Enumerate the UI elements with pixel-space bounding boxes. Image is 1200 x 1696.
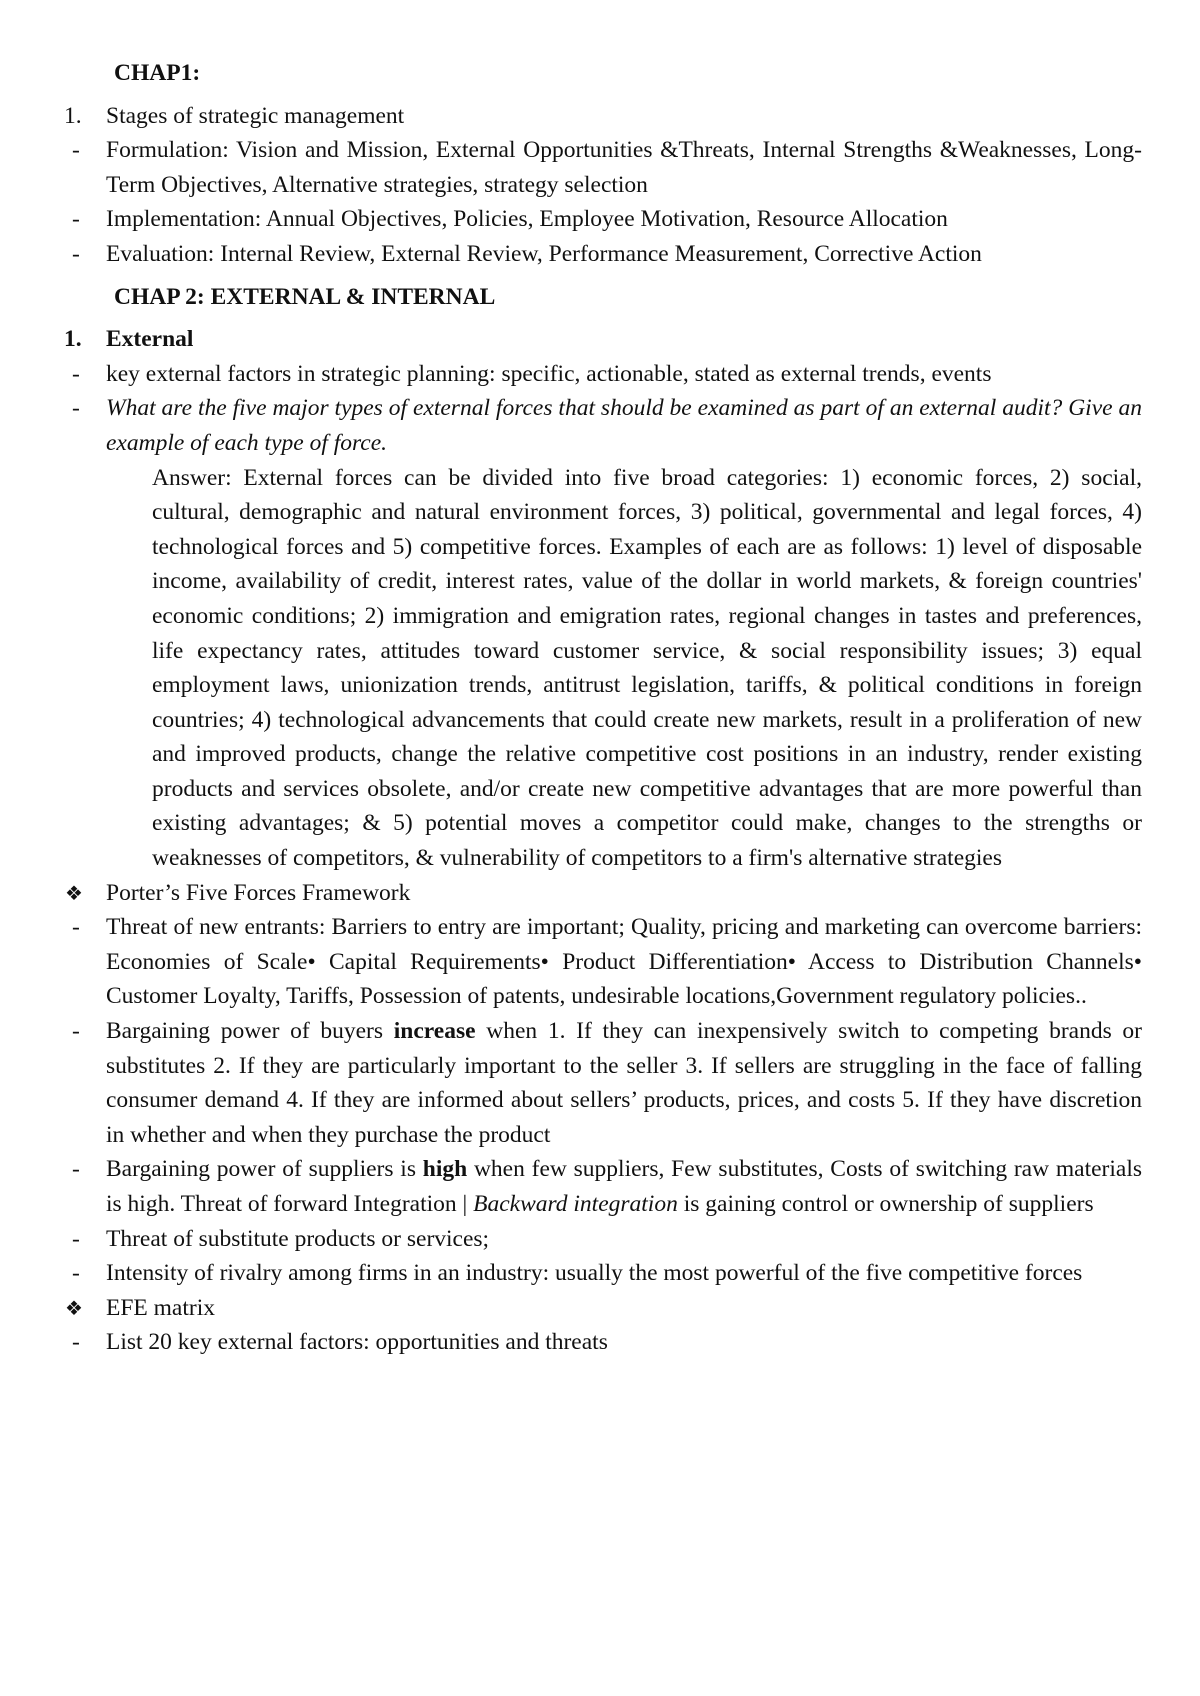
question-text: What are the five major types of external forces that should be examined as part of an external audit? Give an example of each type of force. [106, 395, 1142, 456]
external-heading-item [64, 322, 1142, 357]
substitutes-item [64, 1222, 1142, 1257]
suppliers-item [64, 1152, 1142, 1221]
dash-bullet: - [72, 360, 80, 387]
chap1-heading: CHAP1: [114, 60, 201, 86]
key-factors-item [64, 357, 1142, 392]
key-factors-text: key external factors in strategic planning: specific, actionable, stated as external trends, events [106, 360, 992, 387]
chap2-heading: CHAP 2: EXTERNAL & INTERNAL [114, 283, 496, 310]
porter-title: Porter’s Five Forces Framework [106, 879, 411, 906]
rivalry-text: Intensity of rivalry among firms in an industry: usually the most powerful of the five competitive forces [106, 1260, 1083, 1287]
stages-title: Stages of strategic management [106, 102, 405, 129]
evaluation-item [64, 237, 1142, 272]
efe-list-text: List 20 key external factors: opportunities and threats [106, 1329, 608, 1356]
answer-paragraph: Answer: External forces can be divided into five broad categories: 1) economic forces, 2) social, cultural, demographic and natural environment forces, 3) political, governmental and legal forces, 4) technological forces and 5) competitive forces. Examples of each are as follows: 1) level of disposable income, availability of credit, interest rates, value of the dollar in world markets, & foreign countries' economic conditions; 2) immigration and emigration rates, regional changes in tastes and preferences, life expectancy rates, attitudes toward customer service, & social responsibility issues; 3) equal employment laws, unionization trends, antitrust legislation, tariffs, & political conditions in foreign countries; 4) technological advancements that could create new markets, result in a proliferation of new and improved products, change the relative competitive cost positions in an industry, render existing products and services obsolete, and/or create new competitive advantages that are more powerful than existing advantages; & 5) potential moves a competitor could make, changes to the strengths or weaknesses of competitors, & vulnerability of competitors to a firm's alternative strategies [152, 464, 1142, 872]
substitutes-text: Threat of substitute products or services; [106, 1225, 490, 1252]
chap1-stages-item [64, 99, 1142, 134]
efe-heading-item [64, 1291, 1142, 1326]
buyers-item [64, 1014, 1142, 1152]
dash-bullet: - [72, 1156, 80, 1183]
dash-bullet: - [72, 1225, 80, 1252]
external-title: External [106, 326, 194, 353]
suppliers-text-middle: when few suppliers, Few substitutes, Costs of switching raw materials is high. Threat of forward Integration | [106, 1156, 1143, 1217]
document-body [64, 56, 1142, 1360]
buyers-text-end: when 1. If they can inexpensively switch to competing brands or substitutes 2. If they are particularly important to the seller 3. If sellers are struggling in the face of falling consumer demand 4. If they are informed about sellers’ products, prices, and costs 5. If they have discretion in whether and when they purchase the product [106, 1018, 1142, 1148]
buyers-text-start: Bargaining power of buyers [106, 1018, 394, 1045]
dash-bullet: - [72, 1329, 80, 1356]
list-number: 1. [64, 102, 82, 129]
buyers-emphasis: increase [393, 1018, 476, 1045]
formulation-item [64, 133, 1142, 202]
suppliers-text-start: Bargaining power of suppliers is [106, 1156, 423, 1183]
backward-integration-term: Backward integration [473, 1191, 678, 1217]
implementation-text: Implementation: Annual Objectives, Policies, Employee Motivation, Resource Allocation [106, 206, 948, 233]
efe-title: EFE matrix [106, 1294, 215, 1321]
diamond-bullet-icon: ❖ [65, 880, 83, 905]
suppliers-text-end: is gaining control or ownership of suppliers [677, 1191, 1094, 1217]
dash-bullet: - [72, 395, 80, 422]
dash-bullet: - [72, 914, 80, 941]
question-item [64, 391, 1142, 460]
efe-list-item [64, 1325, 1142, 1360]
dash-bullet: - [72, 206, 80, 233]
suppliers-emphasis: high [422, 1156, 468, 1183]
list-number: 1. [64, 326, 82, 353]
dash-bullet: - [72, 1018, 80, 1045]
implementation-item [64, 202, 1142, 237]
new-entrants-item [64, 910, 1142, 1014]
diamond-bullet-icon: ❖ [65, 1295, 83, 1320]
new-entrants-text: Threat of new entrants: Barriers to entry are important; Quality, pricing and marketing can overcome barriers: Economies of Scale• Capital Requirements• Product Differentiation• Access to Distribution Channels• Customer Loyalty, Tariffs, Possession of patents, undesirable locations,Government regulatory policies.. [106, 914, 1142, 1010]
dash-bullet: - [72, 240, 80, 267]
formulation-text: Formulation: Vision and Mission, External Opportunities &Threats, Internal Strengths &Weaknesses, Long-Term Objectives, Alternative strategies, strategy selection [106, 137, 1142, 198]
evaluation-text: Evaluation: Internal Review, External Review, Performance Measurement, Corrective Action [106, 240, 982, 267]
rivalry-item [64, 1256, 1142, 1291]
dash-bullet: - [72, 1260, 80, 1287]
porter-heading-item [64, 876, 1142, 911]
dash-bullet: - [72, 137, 80, 164]
